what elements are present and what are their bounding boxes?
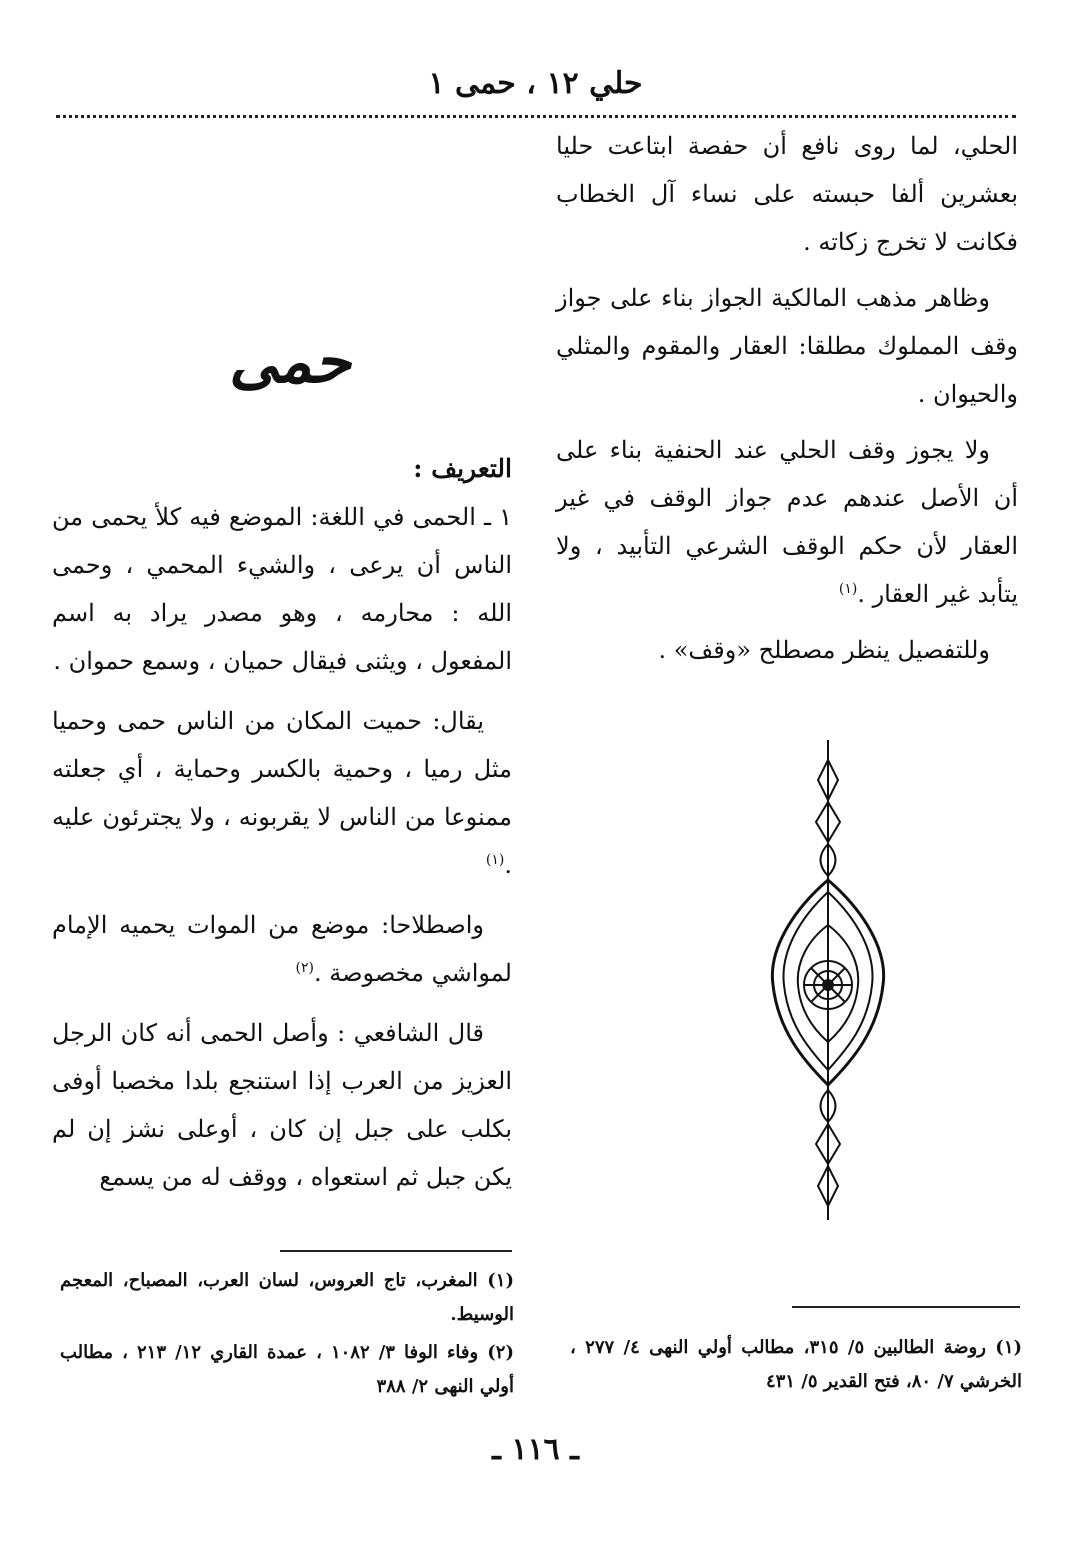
right-paragraph-3 [556, 426, 1018, 618]
right-paragraph-3-text: ولا يجوز وقف الحلي عند الحنفية بناء على أن الأصل عندهم عدم جواز الوقف في غير العقار لأن حكم الوقف الشرعي التأبيد ، ولا يتأبد غير العقار . [556, 436, 1018, 608]
page-number: ـ ١١٦ ـ [492, 1432, 579, 1467]
footnotes-right [570, 1331, 1022, 1403]
left-paragraph-4: قال الشافعي : وأصل الحمى أنه كان الرجل العزيز من العرب إذا استنجع بلدا مخصبا أوفى بكلب على جبل إن كان ، أوعلى نشز إن لم يكن جبل ثم استعواه ، ووقف له من يسمع [52, 1019, 512, 1191]
entry-title: حمى [229, 327, 351, 397]
footnote: (١) المغرب، تاج العروس، لسان العرب، المصباح، المعجم الوسيط. [60, 1270, 514, 1325]
footnote-rule-right [792, 1306, 1020, 1308]
left-paragraph-3-text: واصطلاحا: موضع من الموات يحميه الإمام لمواشي مخصوصة . [52, 911, 512, 987]
footnotes-left [60, 1264, 514, 1408]
footnote-marker: (٢) [295, 960, 314, 976]
arabesque-ornament-icon [768, 740, 888, 1220]
footnote-marker: (١) [838, 581, 858, 597]
left-paragraph-1: ١ ـ الحمى في اللغة: الموضع فيه كلأ يحمى من الناس أن يرعى ، والشيء المحمي ، وحمى الله : محارمه ، وهو مصدر يراد به اسم المفعول ، ويثنى فيقال حميان ، وسمع حموان . [52, 503, 512, 675]
left-paragraph-3 [52, 901, 512, 997]
right-paragraph-4: وللتفصيل ينظر مصطلح «وقف» . [658, 636, 990, 664]
running-head: حلي ١٢ ، حمى ١ [428, 66, 643, 101]
left-paragraph-2-text: يقال: حميت المكان من الناس حمى وحميا مثل رميا ، وحمية بالكسر وحماية ، أي جعلته ممنوعا من الناس لا يقربونه ، ولا يجترئون عليه . [52, 707, 512, 879]
footnote-marker: (١) [485, 852, 505, 868]
footnote: (٢) وفاء الوفا ٣/ ١٠٨٢ ، عمدة القاري ١٢/ ٢١٣ ، مطالب أولي النهى ٢/ ٣٨٨ [60, 1342, 514, 1397]
left-paragraph-2 [52, 697, 512, 889]
header-dotted-rule [56, 115, 1016, 118]
footnote-rule-left [280, 1250, 512, 1252]
definition-heading: التعريف : [413, 454, 512, 483]
right-paragraph-1: الحلي، لما روى نافع أن حفصة ابتاعت حليا بعشرين ألفا حبسته على نساء آل الخطاب فكانت لا تخرج زكاته . [556, 132, 1018, 256]
right-column [556, 122, 1018, 682]
footnote: (١) روضة الطالبين ٥/ ٣١٥، مطالب أولي النهى ٤/ ٢٧٧ ، الخرشي ٧/ ٨٠، فتح القدير ٥/ ٤٣١ [570, 1337, 1023, 1392]
right-paragraph-2: وظاهر مذهب المالكية الجواز بناء على جواز وقف المملوك مطلقا: العقار والمقوم والمثلي والحيوان . [556, 284, 1018, 408]
left-column [52, 445, 512, 1213]
